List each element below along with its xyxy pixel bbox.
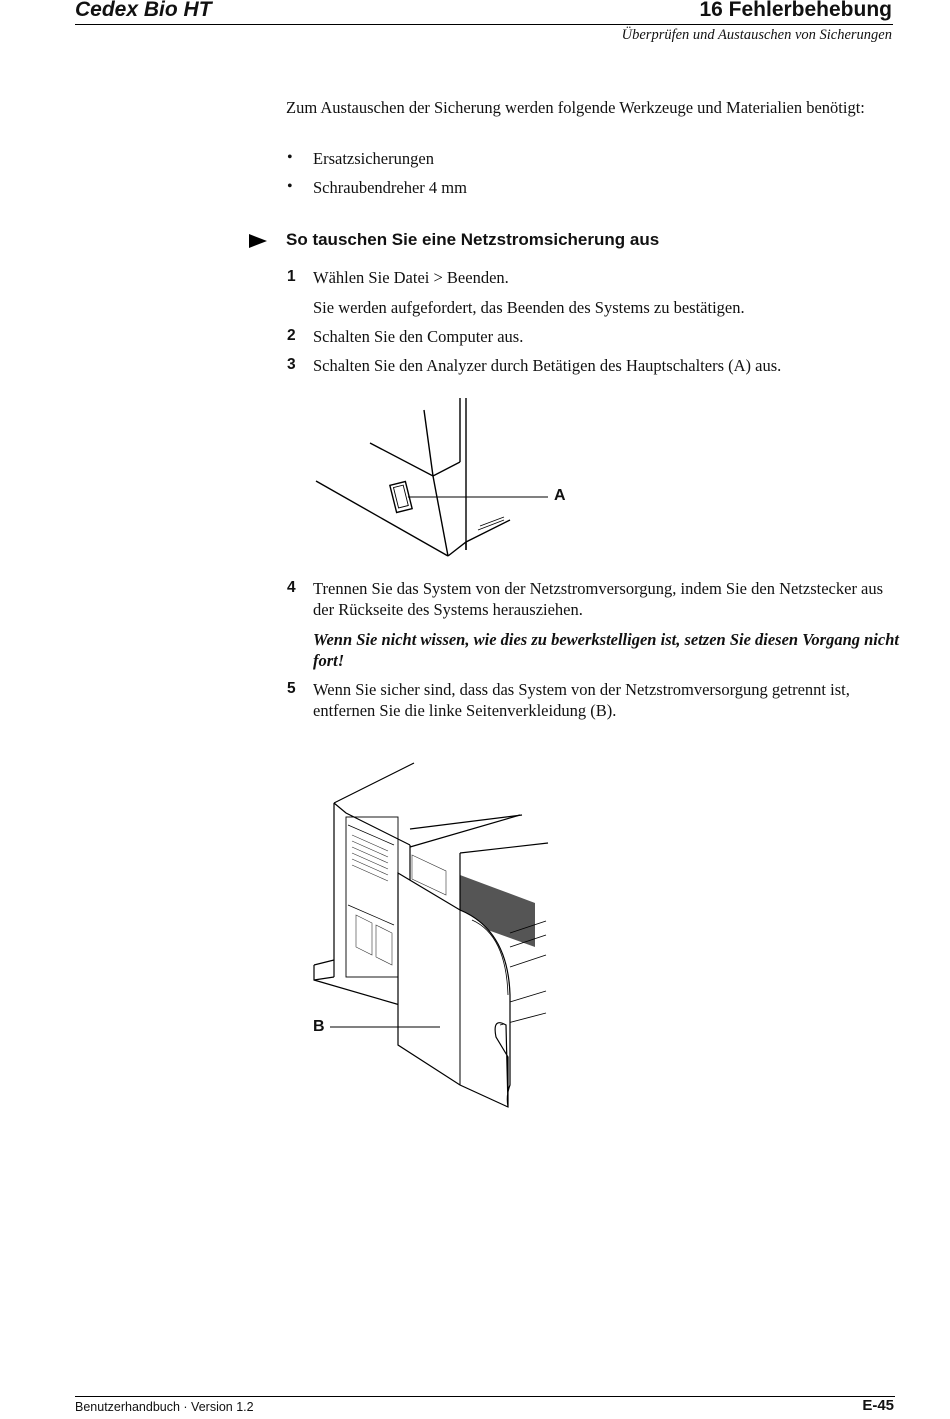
header-rule: [75, 24, 893, 25]
product-title: Cedex Bio HT: [75, 0, 212, 21]
step-number: 2: [287, 327, 296, 344]
side-panel-illustration: [300, 755, 560, 1115]
section-title: Überprüfen und Austauschen von Sicherungen: [621, 27, 892, 43]
page-number: E-45: [862, 1397, 894, 1414]
step-number: 5: [287, 680, 296, 697]
bullet-icon: •: [287, 149, 293, 166]
footer-rule: [75, 1396, 895, 1397]
list-item: Schraubendreher 4 mm: [313, 178, 467, 197]
step-number: 3: [287, 356, 296, 373]
step-note: Sie werden aufgefordert, das Beenden des Systems zu bestätigen.: [313, 298, 745, 317]
figure-label-a: A: [554, 487, 566, 504]
list-item: Ersatzsicherungen: [313, 149, 434, 168]
main-switch-illustration: [300, 390, 600, 570]
step-text: Schalten Sie den Computer aus.: [313, 327, 524, 346]
chapter-title: 16 Fehlerbehebung: [699, 0, 892, 21]
procedure-arrow-icon: [249, 234, 267, 248]
step-number: 4: [287, 579, 296, 596]
step-text: Trennen Sie das System von der Netzstromversorgung, indem Sie den Netzstecker aus der Rückseite des Systems herausziehen.: [313, 579, 884, 619]
bullet-icon: •: [287, 178, 293, 195]
step-number: 1: [287, 268, 296, 285]
figure-label-b: B: [313, 1018, 325, 1035]
footer-version: Benutzerhandbuch · Version 1.2: [75, 1400, 254, 1414]
procedure-title: So tauschen Sie eine Netzstromsicherung aus: [286, 230, 660, 249]
step-text: Wählen Sie Datei > Beenden.: [313, 268, 509, 287]
step-text: Wenn Sie sicher sind, dass das System von der Netzstromversorgung getrennt ist, entfernen Sie die linke Seitenverkleidung (B).: [313, 680, 850, 720]
step-text: Schalten Sie den Analyzer durch Betätigen des Hauptschalters (A) aus.: [313, 356, 782, 375]
step-warning: Wenn Sie nicht wissen, wie dies zu bewerkstelligen ist, setzen Sie diesen Vorgang nicht fort!: [313, 630, 899, 670]
intro-text: Zum Austauschen der Sicherung werden folgende Werkzeuge und Materialien benötigt:: [286, 98, 865, 117]
